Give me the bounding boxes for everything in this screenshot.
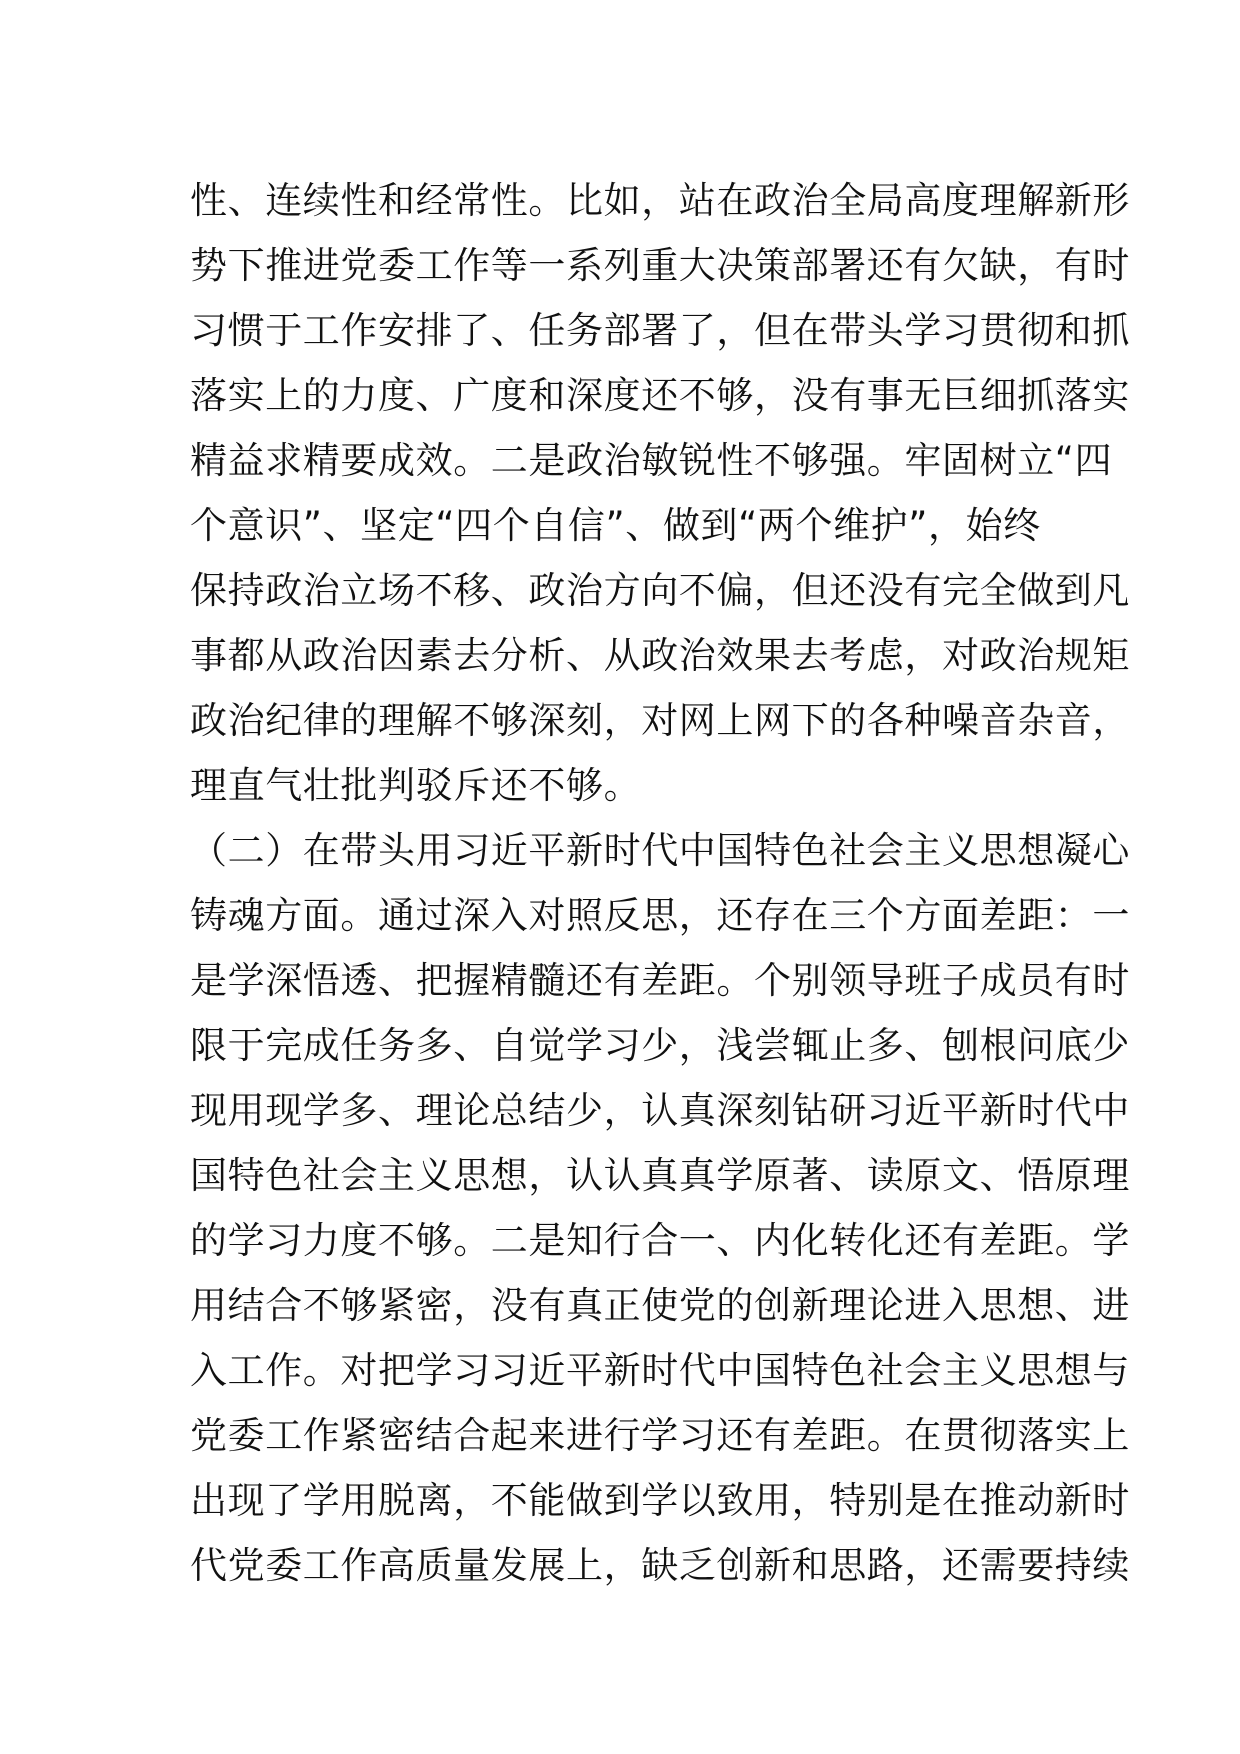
text-line: 出现了学用脱离，不能做到学以致用，特别是在推动新时 bbox=[190, 1479, 1130, 1522]
text-line: 落实上的力度、广度和深度还不够，没有事无巨细抓落实 bbox=[190, 374, 1130, 417]
text-line: 习惯于工作安排了、任务部署了，但在带头学习贯彻和抓 bbox=[190, 309, 1130, 352]
text-line: 是学深悟透、把握精髓还有差距。个别领导班子成员有时 bbox=[190, 959, 1130, 1002]
text-line: 国特色社会主义思想，认认真真学原著、读原文、悟原理 bbox=[190, 1154, 1130, 1197]
text-line: 精益求精要成效。二是政治敏锐性不够强。牢固树立“四 bbox=[190, 439, 1113, 482]
text-line: 限于完成任务多、自觉学习少，浅尝辄止多、刨根问底少 bbox=[190, 1024, 1130, 1067]
text-line: 用结合不够紧密，没有真正使党的创新理论进入思想、进 bbox=[190, 1284, 1130, 1327]
text-line: 个意识”、坚定“四个自信”、做到“两个维护”，始终 bbox=[190, 504, 1041, 547]
text-line: 政治纪律的理解不够深刻，对网上网下的各种噪音杂音， bbox=[190, 699, 1130, 742]
text-line: 党委工作紧密结合起来进行学习还有差距。在贯彻落实上 bbox=[190, 1414, 1130, 1457]
text-line: 的学习力度不够。二是知行合一、内化转化还有差距。学 bbox=[190, 1219, 1130, 1262]
text-line: 势下推进党委工作等一系列重大决策部署还有欠缺，有时 bbox=[190, 244, 1130, 287]
text-line: 性、连续性和经常性。比如，站在政治全局高度理解新形 bbox=[190, 179, 1130, 222]
text-line: 入工作。对把学习习近平新时代中国特色社会主义思想与 bbox=[190, 1349, 1130, 1392]
section-heading-line: （二）在带头用习近平新时代中国特色社会主义思想凝心 bbox=[190, 829, 1130, 872]
text-line: 代党委工作高质量发展上，缺乏创新和思路，还需要持续 bbox=[190, 1544, 1130, 1587]
body-text bbox=[190, 168, 1130, 1598]
text-line: 事都从政治因素去分析、从政治效果去考虑，对政治规矩 bbox=[190, 634, 1130, 677]
text-line: 保持政治立场不移、政治方向不偏，但还没有完全做到凡 bbox=[190, 569, 1130, 612]
text-line: 现用现学多、理论总结少，认真深刻钻研习近平新时代中 bbox=[190, 1089, 1130, 1132]
text-line: 铸魂方面。通过深入对照反思，还存在三个方面差距：一 bbox=[190, 894, 1130, 937]
text-line: 理直气壮批判驳斥还不够。 bbox=[190, 764, 642, 807]
